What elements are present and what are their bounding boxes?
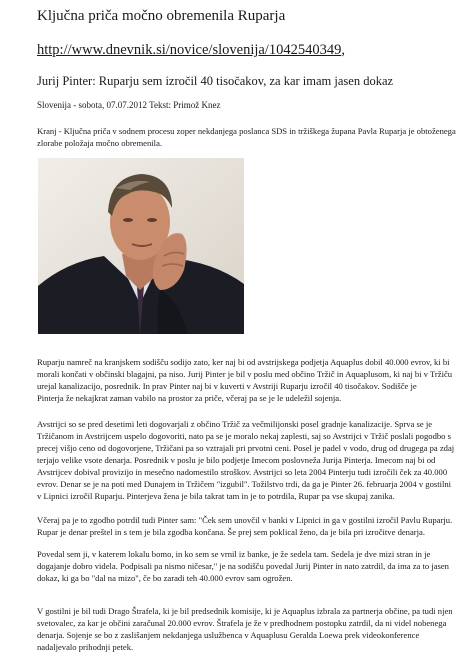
paragraph-line: Ruparju namreč na kranjskem sodišču sodijo zato, ker naj bi od avstrijskega podjetja Aquaplus dobil 40.000 evrov, ki bi (37, 357, 450, 367)
paragraph-line: Povedal sem ji, v katerem lokalu bomo, in ko sem se vrnil iz banke, je že sedela tam. Sedela je dve mizi stran in je (37, 549, 431, 559)
paragraph-line: terjajo velike vsote denarja. Posrednik v poslu je bilo podjetje Imecom poslovneža Jurija Pinterja. Imecom naj bi od (37, 455, 436, 465)
paragraph-line: V gostilni je bil tudi Drago Štrafela, ki je bil predsednik komisije, ki je Aquaplus izbrala za partnerja občine, pa tudi njen (37, 606, 453, 616)
paragraph-line: Včeraj pa je to zgodbo potrdil tudi Pinter sam: "Ček sem unovčil v banki v Lipnici in ga v gostilni izročil Pavlu Ruparju. (37, 515, 453, 525)
paragraph-line: Avstrijcev dobival provizijo in mesečno nadomestilo stroškov. Avstrijci so leta 2004 Pinterju tudi izročili ček za 40.000 (37, 467, 448, 477)
article-paragraph (37, 514, 457, 538)
paragraph-line: Avstrijci so se pred desetimi leti dogovarjali z občino Tržič za večmilijonski posel gradnje kanalizacije. Sprva se je (37, 419, 433, 429)
paragraph-line: denarja. Sojenje se bo z zaslišanjem nekdanjega uslužbenca v Aquaplusu Geralda Loewa prek videokonference (37, 630, 420, 640)
article-lead (37, 125, 455, 149)
paragraph-line: nadaljevalo prihodnji petek. (37, 642, 134, 652)
article-subtitle: Jurij Pinter: Ruparju sem izročil 40 tisočakov, za kar imam jasen dokaz (37, 74, 394, 88)
article-url-line (37, 42, 345, 59)
paragraph-line: v Lipnici izročil Ruparju. Pinterjeva žena je bila takrat tam in je to potrdila, Rupar pa vse skupaj zanika. (37, 491, 395, 501)
article-title: Ključna priča močno obremenila Ruparja (37, 8, 286, 24)
article-paragraph (37, 418, 457, 502)
url-suffix: , (341, 42, 345, 58)
paragraph-line: Tržičanom in Avstrijcem uspelo dogovoriti, nato pa se je moralo nekaj zaplesti, saj so Avstrijci v Tržič poslali pogodbo s (37, 431, 451, 441)
article-paragraph (37, 605, 457, 653)
lead-line: zlorabe položaja močno obremenila. (37, 138, 163, 148)
paragraph-line: Pinterja že nekajkrat zaman vabilo na prostor za priče, včeraj pa se je le udeležil sojenja. (37, 393, 342, 403)
portrait-photo-icon (38, 158, 244, 334)
paragraph-line: Rupar je denar preštel in s tem je bila zgodba končana. Še prej sem poklical ženo, da je bila pri izročitve denarja. (37, 527, 426, 537)
paragraph-line: urejal kanalizacijo, posrednik. In prav Pinter naj bi v kuverti v Avstriji Ruparju izročil 40 tisočakov. Sodišče je (37, 381, 417, 391)
paragraph-line: svetovalec, za kar je občini zaračunal 20.000 evrov. Štrafela je že v predhodnem postopku zatrdil, da ni videl nobenega (37, 618, 447, 628)
portrait-photo (38, 158, 244, 334)
article-link[interactable]: http://www.dnevnik.si/novice/slovenija/1042540349 (37, 42, 342, 58)
article-meta: Slovenija - sobota, 07.07.2012 Tekst: Primož Knez (37, 100, 221, 110)
article-paragraph (37, 356, 457, 404)
paragraph-line: dokaz, ki ga bo "dal na mizo", če bo zaradi teh 40.000 evrov sam ogrožen. (37, 573, 293, 583)
paragraph-line: dogajanje dobro videla. Podpisali pa nismo ničesar," je na sodišču povedal Jurij Pinter in nato zatrdil, da ima za to jasen (37, 561, 449, 571)
lead-line: Kranj - Ključna priča v sodnem procesu zoper nekdanjega poslanca SDS in tržiškega župana Pavla Ruparja je obtoženega (37, 126, 456, 136)
paragraph-line: precej višjo ceno od dogovorjene, Tržičani pa so vztrajali pri prvotni ceni. Posel je padel v vodo, drug od drugega pa zdaj (37, 443, 455, 453)
article-paragraph (37, 548, 457, 584)
paragraph-line: evrov. Denar se je na poti med Dunajem in Tržičem "izgubil". Tožilstvo trdi, da ga je Pinter 26. februarja 2004 v gostilni (37, 479, 452, 489)
paragraph-line: morali končati v občinski blagajni, pa niso. Jurij Pinter je bil v poslu med občino Tržič in Aquaplusom, ki naj bi v Tržiču (37, 369, 453, 379)
